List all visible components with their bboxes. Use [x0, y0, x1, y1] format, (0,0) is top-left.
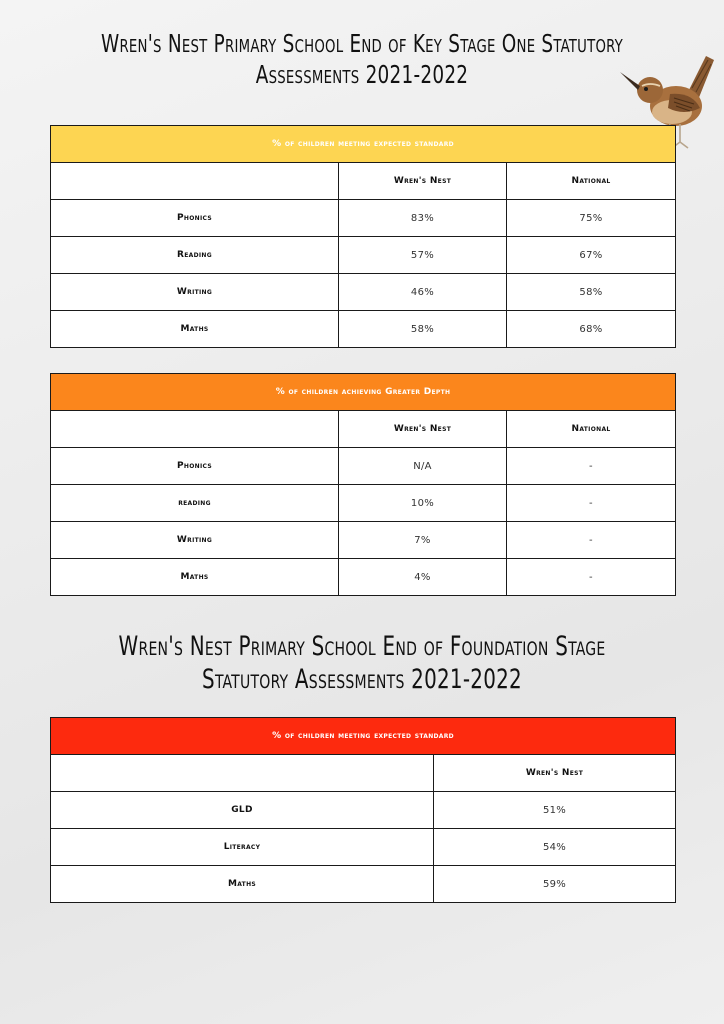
school-value: 7%	[339, 522, 507, 559]
table-header-row	[51, 163, 676, 200]
eyfs-expected-table	[50, 717, 676, 903]
ks1-greater-depth-banner: % of children achieving Greater Depth	[51, 374, 676, 411]
eyfs-expected-banner: % of children meeting expected standard	[51, 718, 676, 755]
subject-cell: Maths	[51, 311, 339, 348]
subject-cell: Writing	[51, 274, 339, 311]
table-row	[51, 311, 676, 348]
national-value: -	[507, 522, 676, 559]
school-value: 59%	[434, 866, 676, 903]
national-value: -	[507, 559, 676, 596]
subject-cell: GLD	[51, 792, 434, 829]
subject-cell: Maths	[51, 866, 434, 903]
header-cell-school: Wren's Nest	[339, 163, 507, 200]
table-row	[51, 829, 676, 866]
subject-cell: Reading	[51, 237, 339, 274]
national-value: -	[507, 448, 676, 485]
table-row	[51, 522, 676, 559]
table-row	[51, 559, 676, 596]
header-cell-national: National	[507, 163, 676, 200]
table-banner-row	[51, 126, 676, 163]
table-banner-row	[51, 718, 676, 755]
header-cell-school: Wren's Nest	[434, 755, 676, 792]
national-value: 67%	[507, 237, 676, 274]
subject-cell: Phonics	[51, 200, 339, 237]
school-value: 46%	[339, 274, 507, 311]
school-value: 58%	[339, 311, 507, 348]
national-value: 75%	[507, 200, 676, 237]
table-row	[51, 448, 676, 485]
subject-cell: Maths	[51, 559, 339, 596]
school-value: 57%	[339, 237, 507, 274]
school-value: 4%	[339, 559, 507, 596]
school-value: N/A	[339, 448, 507, 485]
subject-cell: reading	[51, 485, 339, 522]
header-cell-national: National	[507, 411, 676, 448]
school-value: 83%	[339, 200, 507, 237]
subject-cell: Writing	[51, 522, 339, 559]
header-cell-blank	[51, 411, 339, 448]
school-value: 54%	[434, 829, 676, 866]
table-row	[51, 792, 676, 829]
eyfs-title	[65, 630, 659, 696]
eyfs-title-line1: Wren's Nest Primary School End of Foundation Stage	[118, 631, 606, 662]
table-banner-row	[51, 374, 676, 411]
ks1-title	[65, 28, 659, 90]
header-cell-blank	[51, 755, 434, 792]
header-cell-blank	[51, 163, 339, 200]
table-header-row	[51, 755, 676, 792]
national-value: 58%	[507, 274, 676, 311]
table-row	[51, 866, 676, 903]
school-value: 10%	[339, 485, 507, 522]
ks1-title-line2: Assessments 2021-2022	[255, 60, 469, 89]
table-row	[51, 274, 676, 311]
table-header-row	[51, 411, 676, 448]
ks1-greater-depth-table	[50, 373, 676, 596]
national-value: -	[507, 485, 676, 522]
eyfs-title-line2: Statutory Assessments 2021-2022	[202, 664, 522, 695]
school-value: 51%	[434, 792, 676, 829]
ks1-expected-table	[50, 125, 676, 348]
ks1-expected-banner: % of children meeting expected standard	[51, 126, 676, 163]
header-cell-school: Wren's Nest	[339, 411, 507, 448]
subject-cell: Literacy	[51, 829, 434, 866]
table-row	[51, 237, 676, 274]
subject-cell: Phonics	[51, 448, 339, 485]
table-row	[51, 200, 676, 237]
table-row	[51, 485, 676, 522]
national-value: 68%	[507, 311, 676, 348]
ks1-title-line1: Wren's Nest Primary School End of Key Stage One Statutory	[100, 29, 624, 58]
